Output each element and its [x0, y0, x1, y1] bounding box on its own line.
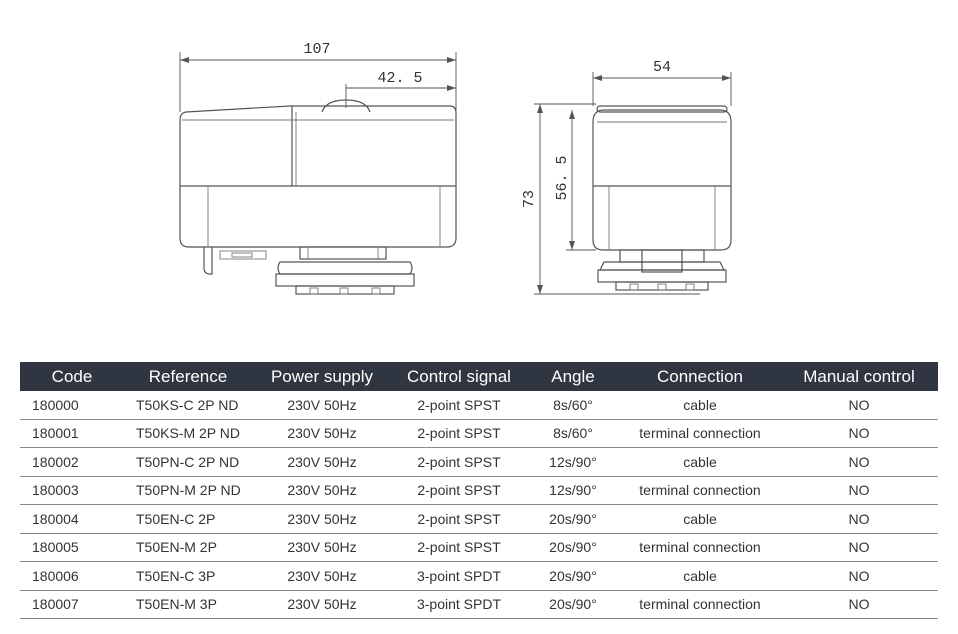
cell-power-supply: 230V 50Hz — [252, 448, 392, 477]
cell-angle: 20s/90° — [526, 590, 620, 619]
cell-manual-control: NO — [780, 391, 938, 419]
cell-power-supply: 230V 50Hz — [252, 505, 392, 534]
cell-reference: T50KS-M 2P ND — [124, 419, 252, 448]
cell-angle: 8s/60° — [526, 419, 620, 448]
dim-length-label: 107 — [303, 41, 331, 58]
table-row — [20, 419, 938, 448]
cell-control-signal: 2-point SPST — [392, 476, 526, 505]
dim-offset-label: 42. 5 — [377, 70, 423, 87]
cell-connection: cable — [620, 448, 780, 477]
cell-connection: cable — [620, 505, 780, 534]
column-header-manual-control: Manual control — [780, 362, 938, 391]
cell-reference: T50EN-M 3P — [124, 590, 252, 619]
cell-reference: T50KS-C 2P ND — [124, 391, 252, 419]
table-row — [20, 533, 938, 562]
table-row — [20, 505, 938, 534]
column-header-angle: Angle — [526, 362, 620, 391]
table-row — [20, 448, 938, 477]
cell-reference: T50EN-M 2P — [124, 533, 252, 562]
dim-body-height-label: 56. 5 — [554, 155, 571, 201]
column-header-control-signal: Control signal — [392, 362, 526, 391]
cell-reference: T50EN-C 3P — [124, 562, 252, 591]
cell-control-signal: 2-point SPST — [392, 505, 526, 534]
column-header-connection: Connection — [620, 362, 780, 391]
cell-code: 180002 — [20, 448, 124, 477]
cell-connection: terminal connection — [620, 476, 780, 505]
cell-power-supply: 230V 50Hz — [252, 476, 392, 505]
dim-width-label: 54 — [652, 59, 672, 76]
cell-angle: 12s/90° — [526, 448, 620, 477]
cell-angle: 8s/60° — [526, 391, 620, 419]
cell-connection: cable — [620, 391, 780, 419]
table-row — [20, 562, 938, 591]
cell-manual-control: NO — [780, 476, 938, 505]
table-header-row — [20, 362, 938, 391]
side-view — [180, 41, 456, 294]
front-view — [521, 59, 731, 294]
cell-power-supply: 230V 50Hz — [252, 562, 392, 591]
cell-control-signal: 2-point SPST — [392, 533, 526, 562]
cell-control-signal: 3-point SPDT — [392, 562, 526, 591]
column-header-reference: Reference — [124, 362, 252, 391]
cell-connection: terminal connection — [620, 419, 780, 448]
table-row — [20, 391, 938, 419]
cell-angle: 20s/90° — [526, 533, 620, 562]
cell-control-signal: 3-point SPDT — [392, 590, 526, 619]
cell-reference: T50PN-M 2P ND — [124, 476, 252, 505]
column-header-power-supply: Power supply — [252, 362, 392, 391]
cell-power-supply: 230V 50Hz — [252, 533, 392, 562]
cell-connection: cable — [620, 562, 780, 591]
cell-code: 180006 — [20, 562, 124, 591]
cell-angle: 20s/90° — [526, 505, 620, 534]
column-header-code: Code — [20, 362, 124, 391]
cell-code: 180004 — [20, 505, 124, 534]
cell-code: 180000 — [20, 391, 124, 419]
specification-table — [20, 362, 938, 619]
cell-power-supply: 230V 50Hz — [252, 391, 392, 419]
cell-power-supply: 230V 50Hz — [252, 590, 392, 619]
cell-connection: terminal connection — [620, 590, 780, 619]
cell-manual-control: NO — [780, 505, 938, 534]
cell-control-signal: 2-point SPST — [392, 391, 526, 419]
cell-code: 180007 — [20, 590, 124, 619]
table-row — [20, 476, 938, 505]
cell-angle: 12s/90° — [526, 476, 620, 505]
cell-power-supply: 230V 50Hz — [252, 419, 392, 448]
cell-manual-control: NO — [780, 448, 938, 477]
cell-manual-control: NO — [780, 590, 938, 619]
table-row — [20, 590, 938, 619]
cell-control-signal: 2-point SPST — [392, 448, 526, 477]
cell-reference: T50EN-C 2P — [124, 505, 252, 534]
cell-manual-control: NO — [780, 533, 938, 562]
cell-manual-control: NO — [780, 562, 938, 591]
cell-angle: 20s/90° — [526, 562, 620, 591]
cell-code: 180003 — [20, 476, 124, 505]
cell-code: 180001 — [20, 419, 124, 448]
cell-manual-control: NO — [780, 419, 938, 448]
cell-reference: T50PN-C 2P ND — [124, 448, 252, 477]
cell-code: 180005 — [20, 533, 124, 562]
cell-control-signal: 2-point SPST — [392, 419, 526, 448]
cell-connection: terminal connection — [620, 533, 780, 562]
dim-total-height-label: 73 — [521, 189, 538, 209]
